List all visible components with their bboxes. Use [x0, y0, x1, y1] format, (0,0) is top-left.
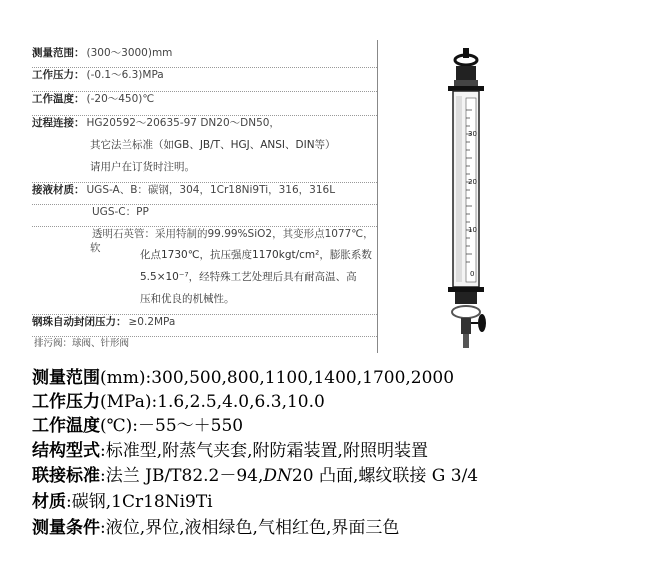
- spec-connection-order-note: 请用户在订货时注明。: [90, 161, 195, 173]
- scale-label: 10: [468, 226, 477, 234]
- spec-line-connection: [32, 465, 478, 487]
- spec-row-ball-seal: [32, 314, 377, 329]
- spec-row-pressure: [32, 67, 377, 82]
- spec-value: (300～3000)mm: [86, 47, 173, 59]
- spec-key: 联接标准: [32, 466, 100, 486]
- spec-row-range: [32, 46, 377, 60]
- spec-label: 测量范围：: [32, 47, 85, 59]
- spec-value: 排污阀：球阀、针形阀: [34, 338, 130, 349]
- spec-row-connection: [32, 115, 377, 130]
- spec-line-pressure: [32, 391, 325, 413]
- spec-key: 工作温度: [32, 416, 100, 436]
- top-handwheel-icon: [454, 48, 478, 86]
- spec-line-material: [32, 491, 213, 513]
- spec-row-temperature: [32, 91, 377, 106]
- spec-value: 透明石英管：采用特制的99.99%SiO2，其变形点1077℃，软: [90, 228, 374, 254]
- spec-row-drain-valve: [32, 336, 377, 351]
- spec-value: :法兰 JB/T82.2－94,: [100, 466, 264, 486]
- spec-table: [32, 40, 378, 353]
- scale-label: 20: [468, 178, 477, 186]
- spec-key: 结构型式: [32, 441, 100, 461]
- spec-key: 材质: [32, 492, 66, 512]
- spec-line-conditions: [32, 517, 399, 539]
- spec-value: (mm):300,500,800,1100,1400,1700,2000: [100, 368, 455, 388]
- spec-value: (MPa):1.6,2.5,4.0,6.3,10.0: [100, 392, 325, 412]
- spec-label: 工作温度：: [32, 93, 85, 105]
- spec-value: UGS-C：PP: [92, 206, 149, 218]
- gauge-scale: [466, 98, 477, 282]
- spec-key: 工作压力: [32, 392, 100, 412]
- spec-value: (-0.1～6.3)MPa: [86, 69, 164, 81]
- level-gauge-illustration: [432, 40, 512, 355]
- spec-value: (℃):－55～＋550: [100, 416, 244, 436]
- spec-line-structure: [32, 440, 428, 462]
- spec-quartz-line2: 化点1730℃，抗压强度1170kgt/cm²，膨胀系数: [140, 249, 372, 261]
- spec-value: UGS-A、B：碳钢，304，1Cr18Ni9Ti，316，316L: [86, 184, 336, 196]
- spec-connection-note: 其它法兰标准（如GB、JB/T、HGJ、ANSI、DIN等）: [90, 139, 336, 151]
- spec-line-temperature: [32, 415, 243, 437]
- spec-value: :液位,界位,液相绿色,气相红色,界面三色: [100, 518, 400, 538]
- scale-label: 30: [468, 130, 477, 138]
- spec-label: 过程连接：: [32, 117, 85, 129]
- spec-key: 测量范围: [32, 368, 100, 388]
- spec-value: :碳钢,1Cr18Ni9Ti: [66, 492, 213, 512]
- spec-value: HG20592～20635-97 DN20～DN50，: [86, 117, 280, 129]
- spec-value: (-20～450)℃: [86, 93, 155, 105]
- spec-row-material: [32, 182, 377, 197]
- bottom-valve-icon: [448, 287, 486, 348]
- spec-label: 钢珠自动封闭压力：: [32, 316, 127, 328]
- spec-label: 工作压力：: [32, 69, 85, 81]
- spec-quartz-line4: 压和优良的机械性。: [140, 293, 235, 305]
- spec-value: :标准型,附蒸气夹套,附防霜装置,附照明装置: [100, 441, 428, 461]
- spec-key: 测量条件: [32, 518, 100, 538]
- spec-quartz-line3: 5.5×10⁻⁷，经特殊工艺处理后具有耐高温、高: [140, 271, 357, 283]
- spec-value-dn: DN: [263, 466, 292, 486]
- spec-line-range: [32, 367, 454, 389]
- spec-value: 20 凸面,螺纹联接 G 3/4: [291, 466, 479, 486]
- scale-label: 0: [470, 270, 475, 278]
- spec-value: ≥0.2MPa: [128, 316, 176, 328]
- spec-row-material-c: [32, 204, 377, 219]
- spec-label: 接液材质：: [32, 184, 85, 196]
